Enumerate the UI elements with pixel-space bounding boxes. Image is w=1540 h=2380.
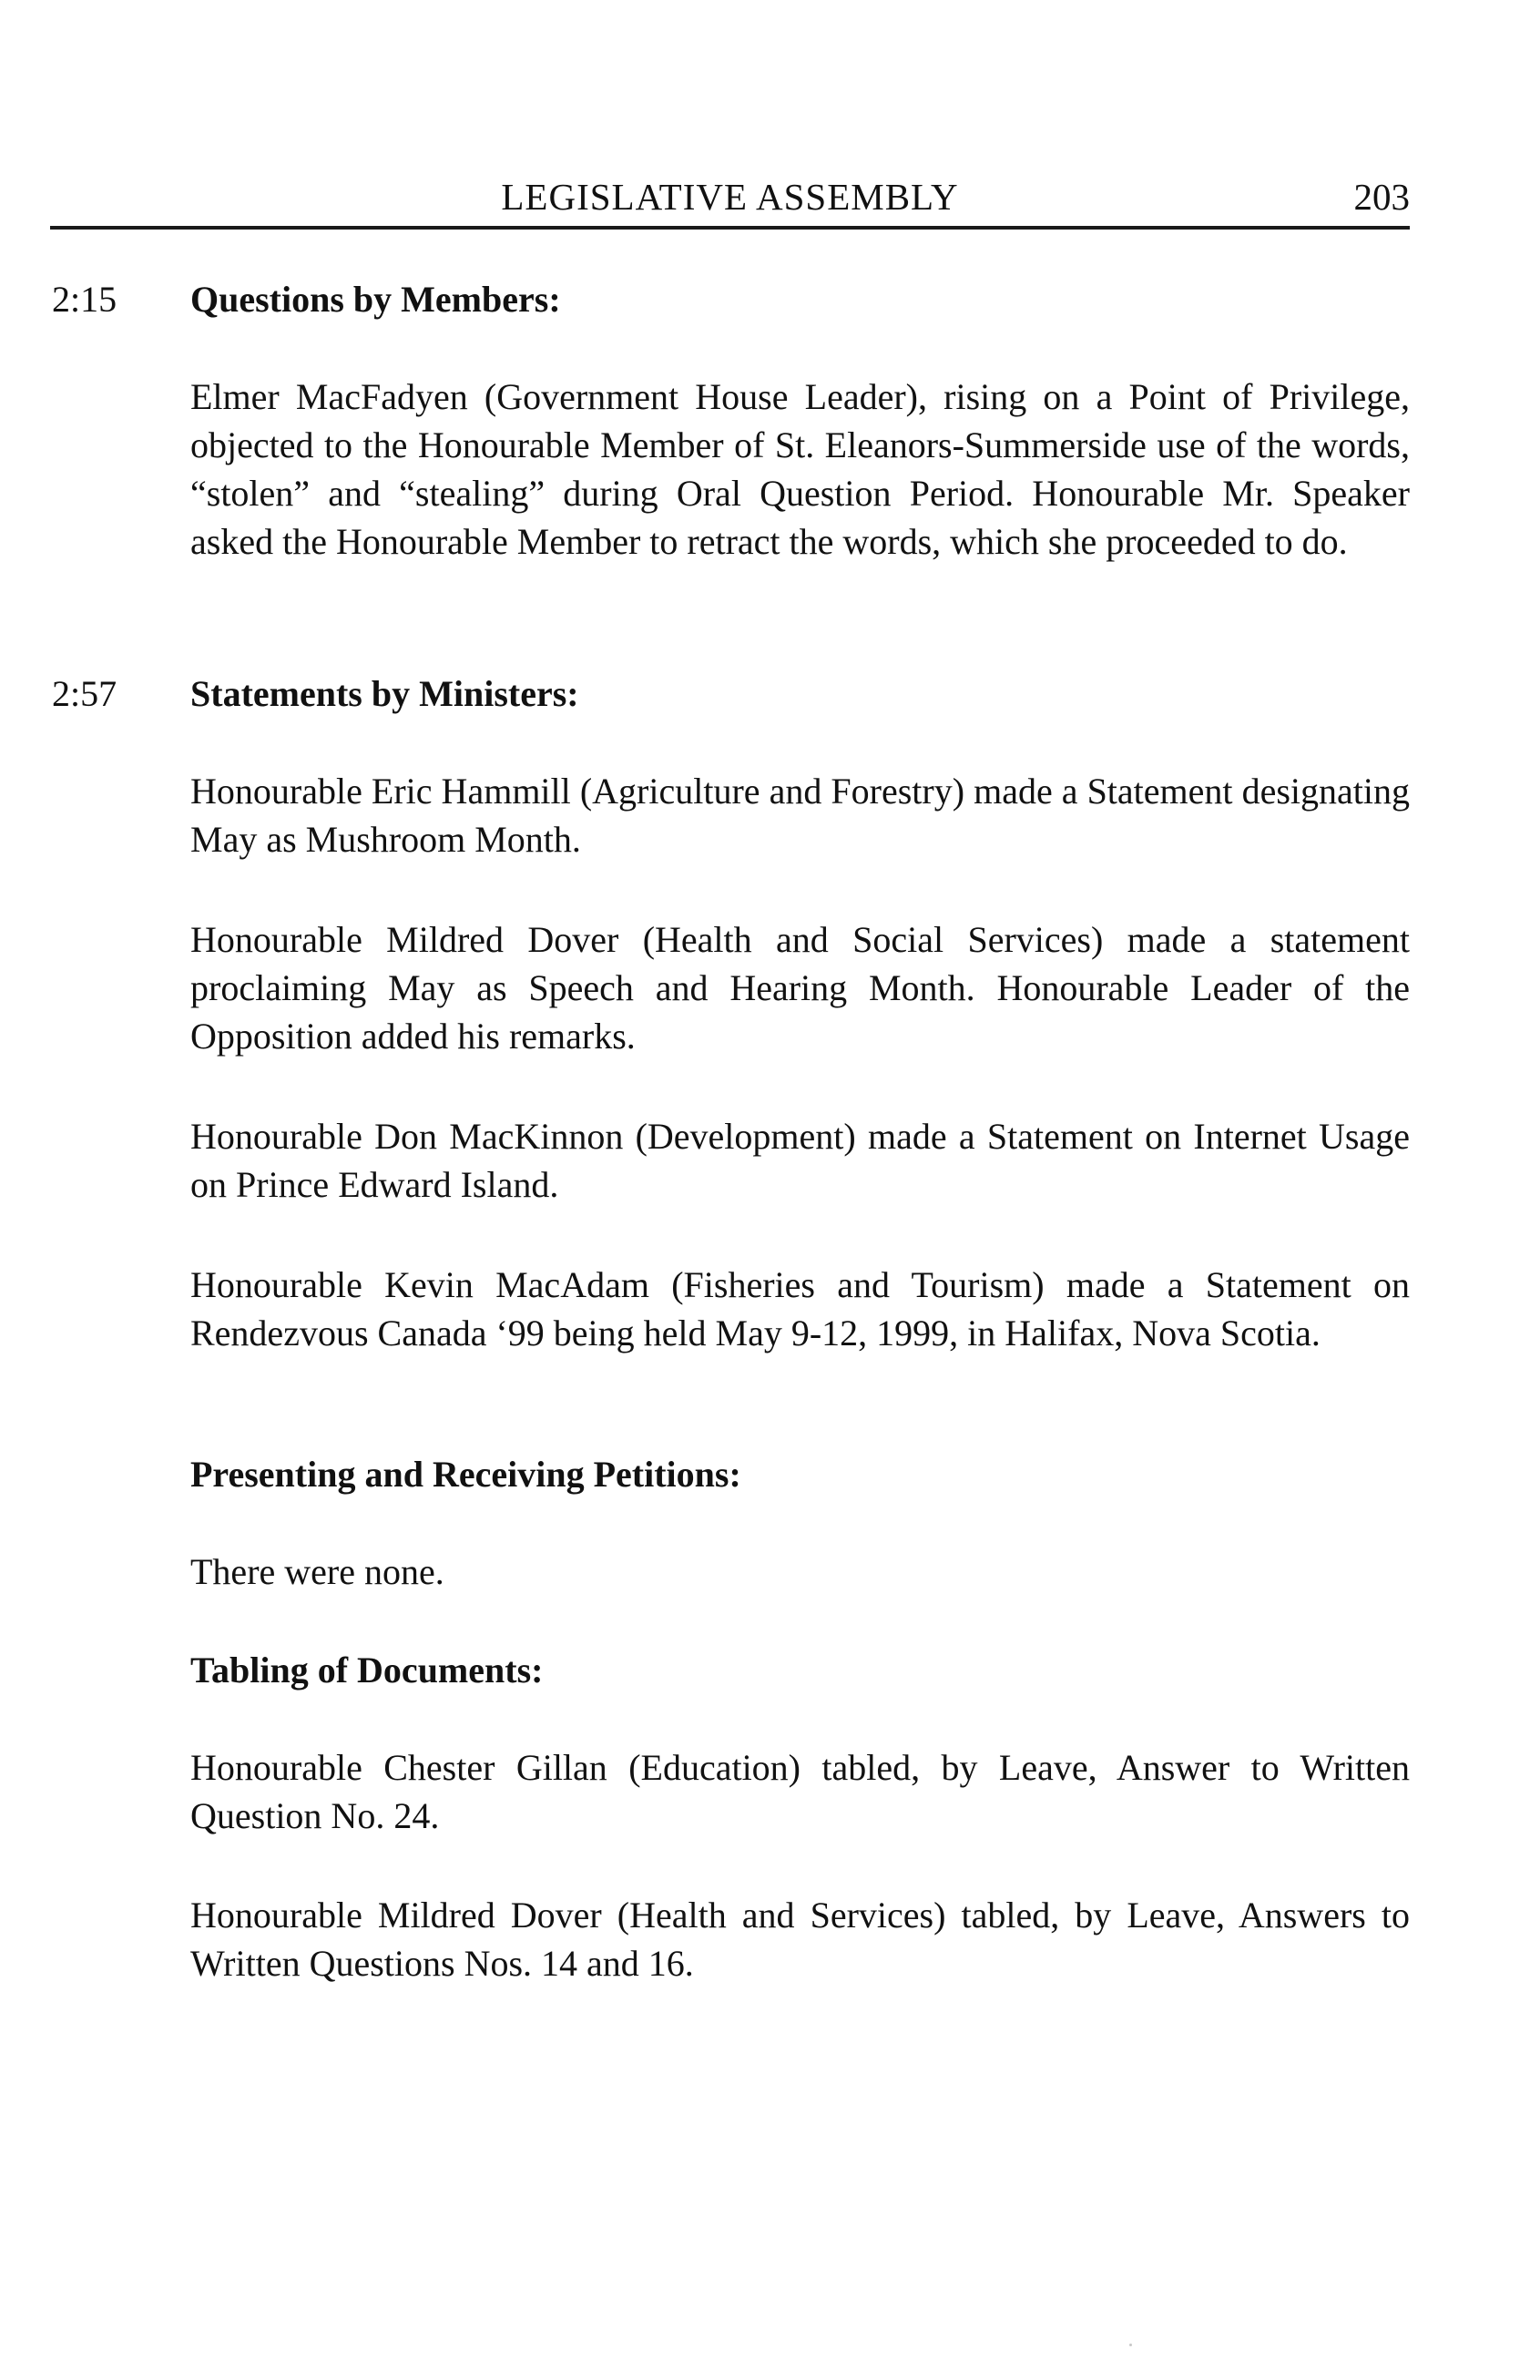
paragraph: Honourable Kevin MacAdam (Fisheries and Tourism) made a Statement on Rendezvous Canada ‘99 being held May 9-12, 1999, in Halifax, Nova Scotia.	[190, 1264, 1410, 1353]
section-heading: Presenting and Receiving Petitions:	[190, 1454, 741, 1495]
paragraph: Honourable Eric Hammill (Agriculture and Forestry) made a Statement designating May as Mushroom Month.	[190, 771, 1410, 860]
scan-speck	[1129, 2344, 1132, 2346]
entry-time: 2:15	[52, 279, 117, 320]
paragraph: Honourable Chester Gillan (Education) tabled, by Leave, Answer to Written Question No. 24.	[190, 1747, 1410, 1836]
running-header	[50, 175, 1410, 230]
paragraph: Honourable Don MacKinnon (Development) made a Statement on Internet Usage on Prince Edward Island.	[190, 1116, 1410, 1205]
section-heading: Statements by Ministers:	[190, 673, 579, 714]
section-heading: Tabling of Documents:	[190, 1650, 544, 1691]
paragraph: Honourable Mildred Dover (Health and Social Services) made a statement proclaiming May as Speech and Hearing Month. Honourable Leader of the Opposition added his remarks.	[190, 919, 1410, 1057]
section-heading: Questions by Members:	[190, 279, 561, 320]
header-title: LEGISLATIVE ASSEMBLY	[501, 176, 959, 218]
entry-time: 2:57	[52, 673, 117, 714]
paragraph: There were none.	[190, 1551, 444, 1592]
paragraph: Elmer MacFadyen (Government House Leader), rising on a Point of Privilege, objected to the Honourable Member of St. Eleanors-Summerside use of the words, “stolen” and “stealing” during Oral Question Period. Honourable Mr. Speaker asked the Honourable Member to retract the words, which she proceeded to do.	[190, 376, 1410, 562]
page-number: 203	[1353, 176, 1410, 218]
paragraph: Honourable Mildred Dover (Health and Services) tabled, by Leave, Answers to Written Questions Nos. 14 and 16.	[190, 1895, 1410, 1984]
